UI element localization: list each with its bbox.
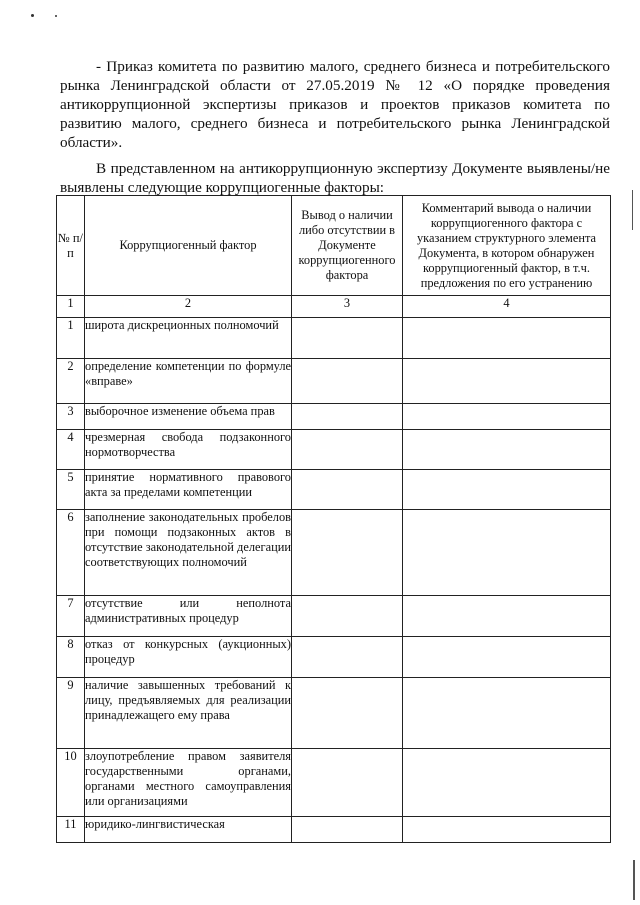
table-row bbox=[57, 678, 611, 749]
row-number: 9 bbox=[57, 678, 85, 749]
row-factor: определение компетенции по формуле «вправе» bbox=[85, 359, 292, 404]
table-row bbox=[57, 404, 611, 430]
row-factor: принятие нормативного правового акта за пределами компетенции bbox=[85, 470, 292, 510]
table-row bbox=[57, 430, 611, 470]
row-number: 2 bbox=[57, 359, 85, 404]
row-factor: выборочное изменение объема прав bbox=[85, 404, 292, 430]
conclusion-cell[interactable] bbox=[292, 637, 403, 678]
table-row bbox=[57, 817, 611, 843]
header-comment: Комментарий вывода о наличии коррупциогенного фактора с указанием структурного элемента Документа, в котором обнаружен коррупциогенный фактор, в т.ч. предложения по его устранению bbox=[403, 196, 611, 296]
header-factor: Коррупциогенный фактор bbox=[85, 196, 292, 296]
table-row bbox=[57, 637, 611, 678]
comment-cell[interactable] bbox=[403, 749, 611, 817]
comment-cell[interactable] bbox=[403, 430, 611, 470]
column-number: 4 bbox=[403, 296, 611, 318]
table-row bbox=[57, 749, 611, 817]
conclusion-cell[interactable] bbox=[292, 510, 403, 596]
row-factor: злоупотребление правом заявителя государственными органами, органами местного самоуправления или организациями bbox=[85, 749, 292, 817]
conclusion-cell[interactable] bbox=[292, 470, 403, 510]
row-factor: заполнение законодательных пробелов при помощи подзаконных актов в отсутствие законодательной делегации соответствующих полномочий bbox=[85, 510, 292, 596]
header-number: № п/п bbox=[57, 196, 85, 296]
column-number: 3 bbox=[292, 296, 403, 318]
comment-cell[interactable] bbox=[403, 637, 611, 678]
row-number: 1 bbox=[57, 318, 85, 359]
comment-cell[interactable] bbox=[403, 510, 611, 596]
conclusion-cell[interactable] bbox=[292, 749, 403, 817]
factors-intro-paragraph: В представленном на антикоррупционную экспертизу Документе выявлены/не выявлены следующие коррупциогенные факторы: bbox=[60, 160, 610, 197]
row-number: 8 bbox=[57, 637, 85, 678]
conclusion-cell[interactable] bbox=[292, 430, 403, 470]
row-factor: отказ от конкурсных (аукционных) процедур bbox=[85, 637, 292, 678]
column-number: 1 bbox=[57, 296, 85, 318]
row-factor: отсутствие или неполнота административных процедур bbox=[85, 596, 292, 637]
scan-speck bbox=[31, 14, 34, 17]
conclusion-cell[interactable] bbox=[292, 359, 403, 404]
column-number-row bbox=[57, 296, 611, 318]
comment-cell[interactable] bbox=[403, 359, 611, 404]
table-header-row bbox=[57, 196, 611, 296]
comment-cell[interactable] bbox=[403, 596, 611, 637]
row-number: 11 bbox=[57, 817, 85, 843]
column-number: 2 bbox=[85, 296, 292, 318]
row-number: 3 bbox=[57, 404, 85, 430]
table-row bbox=[57, 596, 611, 637]
conclusion-cell[interactable] bbox=[292, 817, 403, 843]
row-number: 4 bbox=[57, 430, 85, 470]
row-factor: наличие завышенных требований к лицу, предъявляемых для реализации принадлежащего ему права bbox=[85, 678, 292, 749]
comment-cell[interactable] bbox=[403, 404, 611, 430]
table-row bbox=[57, 510, 611, 596]
comment-cell[interactable] bbox=[403, 470, 611, 510]
table-row bbox=[57, 470, 611, 510]
conclusion-cell[interactable] bbox=[292, 596, 403, 637]
row-number: 5 bbox=[57, 470, 85, 510]
comment-cell[interactable] bbox=[403, 318, 611, 359]
header-conclusion: Вывод о наличии либо отсутствии в Документе коррупциогенного фактора bbox=[292, 196, 403, 296]
conclusion-cell[interactable] bbox=[292, 318, 403, 359]
row-number: 7 bbox=[57, 596, 85, 637]
scan-speck bbox=[55, 15, 57, 17]
conclusion-cell[interactable] bbox=[292, 404, 403, 430]
conclusion-cell[interactable] bbox=[292, 678, 403, 749]
row-number: 10 bbox=[57, 749, 85, 817]
comment-cell[interactable] bbox=[403, 678, 611, 749]
comment-cell[interactable] bbox=[403, 817, 611, 843]
table-row bbox=[57, 318, 611, 359]
scan-edge-mark bbox=[633, 860, 635, 900]
order-reference-paragraph: - Приказ комитета по развитию малого, среднего бизнеса и потребительского рынка Ленинградской области от 27.05.2019 № 12 «О порядке проведения антикоррупционной экспертизы приказов и проектов приказов комитета по развитию малого, среднего бизнеса и потребительского рынка Ленинградской области». bbox=[60, 58, 610, 152]
corruption-factors-table bbox=[56, 195, 611, 843]
row-number: 6 bbox=[57, 510, 85, 596]
table-row bbox=[57, 359, 611, 404]
row-factor: чрезмерная свобода подзаконного нормотворчества bbox=[85, 430, 292, 470]
scan-edge-mark bbox=[632, 190, 633, 230]
row-factor: юридико-лингвистическая bbox=[85, 817, 292, 843]
row-factor: широта дискреционных полномочий bbox=[85, 318, 292, 359]
